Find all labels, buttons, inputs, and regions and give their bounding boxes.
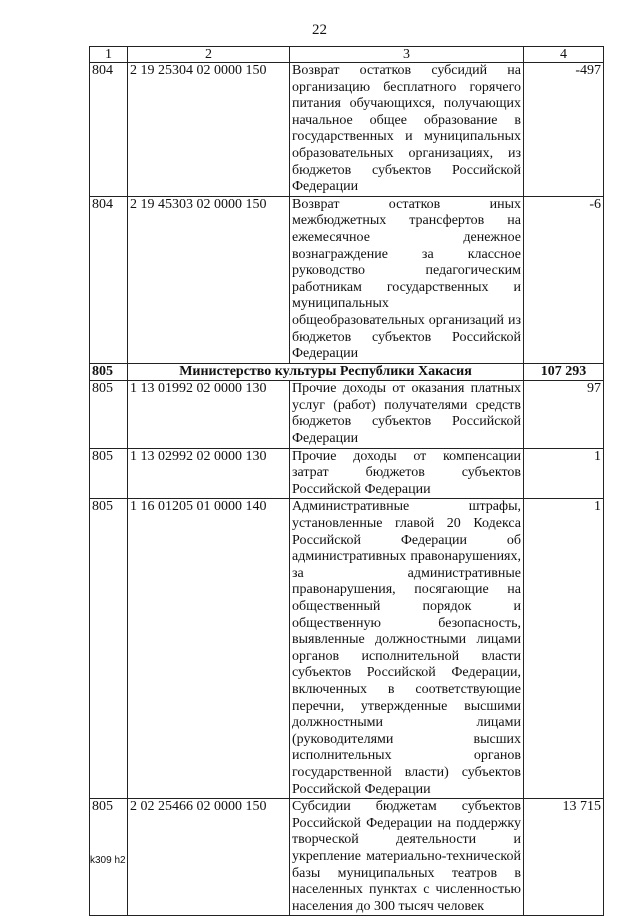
description-cell: Возврат остатков субсидий на организацию бесплатного горячего питания обучающихся, получающих начальное общее образование в государственных и муниципальных образовательных организациях, из бюджетов субъектов Российской Федерации (290, 63, 524, 197)
amount-cell: -6 (524, 196, 604, 363)
amount-cell: 1 (524, 448, 604, 499)
amount-cell: 13 715 (524, 799, 604, 916)
admin-code-cell: 804 (90, 196, 128, 363)
ministry-row (90, 363, 604, 381)
description-cell: Административные штрафы, установленные главой 20 Кодекса Российской Федерации об административных правонарушениях, за административные правонарушения, посягающие на общественный порядок и общественную безопасность, выявленные должностными лицами органов исполнительной власти субъектов Российской Федерации, включенных в соответствующие перечни, утвержденные высшими должностными лицами (руководителями высших исполнительных органов государственной власти) субъектов Российской Федерации (290, 499, 524, 799)
header-row (90, 47, 604, 63)
budget-code-cell: 1 13 01992 02 0000 130 (128, 381, 290, 448)
budget-table (89, 46, 604, 916)
amount-cell: 97 (524, 381, 604, 448)
page-number: 22 (312, 22, 327, 38)
table-row (90, 381, 604, 448)
column-header-4: 4 (524, 47, 604, 63)
table-row (90, 63, 604, 197)
admin-code-cell: 804 (90, 63, 128, 197)
description-cell: Субсидии бюджетам субъектов Российской Федерации на поддержку творческой деятельности и укрепление материально-технической базы муниципальных театров в населенных пунктах с численностью населения до 300 тысяч человек (290, 799, 524, 916)
admin-code-cell: 805 (90, 363, 128, 381)
budget-code-cell: 1 16 01205 01 0000 140 (128, 499, 290, 799)
column-header-2: 2 (128, 47, 290, 63)
table-row (90, 499, 604, 799)
column-header-3: 3 (290, 47, 524, 63)
admin-code-cell: 805 (90, 799, 128, 916)
amount-cell: 1 (524, 499, 604, 799)
description-cell: Возврат остатков иных межбюджетных трансфертов на ежемесячное денежное вознаграждение за классное руководство педагогическим работникам государственных и муниципальных общеобразовательных организаций из бюджетов субъектов Российской Федерации (290, 196, 524, 363)
table-row (90, 799, 604, 916)
admin-code-cell: 805 (90, 448, 128, 499)
ministry-total-cell: 107 293 (524, 363, 604, 381)
amount-cell: -497 (524, 63, 604, 197)
table-row (90, 448, 604, 499)
column-header-1: 1 (90, 47, 128, 63)
description-cell: Прочие доходы от оказания платных услуг (работ) получателями средств бюджетов субъектов Российской Федерации (290, 381, 524, 448)
footer-document-code: k309 h2 (90, 855, 126, 866)
budget-code-cell: 2 19 25304 02 0000 150 (128, 63, 290, 197)
admin-code-cell: 805 (90, 499, 128, 799)
table-row (90, 196, 604, 363)
admin-code-cell: 805 (90, 381, 128, 448)
budget-code-cell: 2 02 25466 02 0000 150 (128, 799, 290, 916)
ministry-name: Министерство культуры Республики Хакасия (128, 363, 524, 381)
budget-code-cell: 2 19 45303 02 0000 150 (128, 196, 290, 363)
budget-code-cell: 1 13 02992 02 0000 130 (128, 448, 290, 499)
description-cell: Прочие доходы от компенсации затрат бюджетов субъектов Российской Федерации (290, 448, 524, 499)
